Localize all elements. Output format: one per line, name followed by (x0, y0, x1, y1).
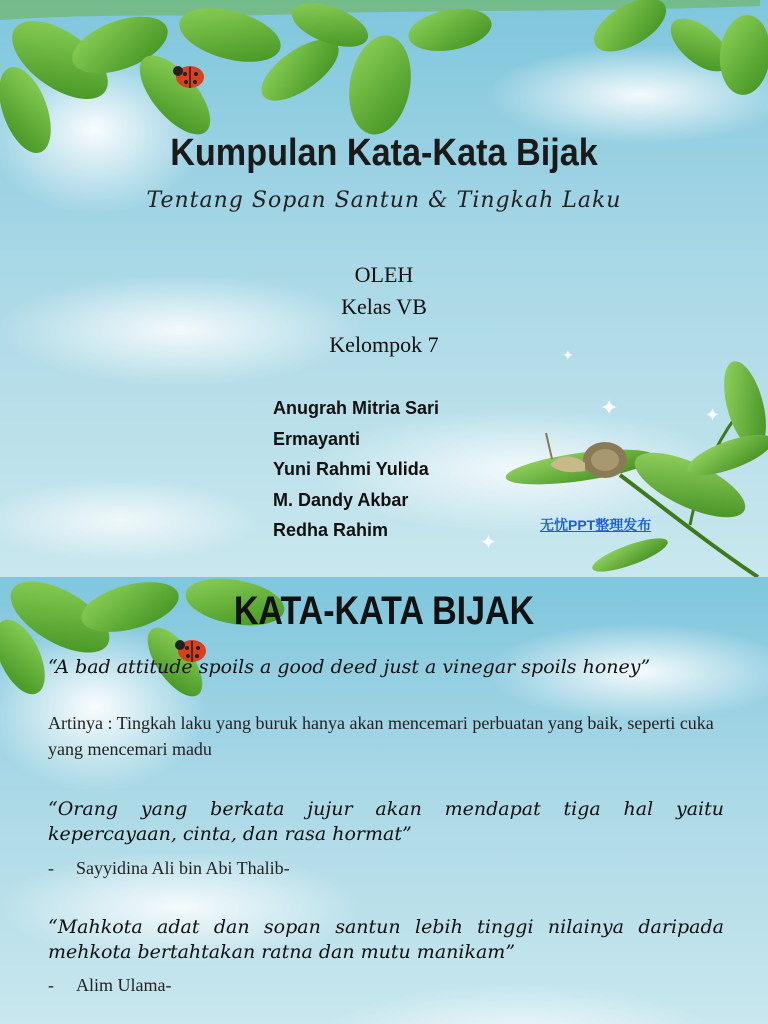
member-name: Ermayanti (273, 429, 361, 449)
quote-1-meaning: Artinya : Tingkah laku yang buruk hanya akan mencemari perbuatan yang baik, seperti cuka yang mencemari madu (48, 713, 714, 759)
attribution-dash: - (48, 975, 54, 995)
member-name: Redha Rahim (273, 520, 389, 540)
watermark-link[interactable]: 无忧PPT整理发布 (540, 517, 652, 533)
kelas-label: Kelas VB (341, 294, 427, 319)
ladybug-icon (170, 55, 210, 95)
quote-3: “Mahkota adat dan sopan santun lebih tinggi nilainya daripada mehkota bertahtakan ratna dan mutu manikam” (48, 916, 724, 963)
sparkle-icon: ✦ (705, 405, 721, 426)
member-name: Yuni Rahmi Yulida (273, 459, 429, 479)
quote-2: “Orang yang berkata jujur akan mendapat tiga hal yaitu kepercayaan, cinta, dan rasa hormat” (48, 798, 724, 845)
oleh-label: OLEH (354, 262, 414, 287)
slide-title-heading: Kumpulan Kata-Kata Bijak (170, 132, 598, 174)
slide-heading: KATA-KATA BIJAK (233, 589, 535, 633)
attribution-text: Sayyidina Ali bin Abi Thalib- (76, 858, 290, 878)
kelompok-label: Kelompok 7 (329, 332, 439, 357)
quote-3-attribution (48, 975, 171, 996)
slide-subtitle: Tentang Sopan Santun & Tingkah Laku (146, 188, 622, 213)
slide-quotes (0, 577, 768, 1024)
sparkle-icon: ✦ (480, 530, 497, 554)
sparkle-icon: ✦ (600, 396, 619, 421)
member-name: Anugrah Mitria Sari (273, 398, 440, 418)
sparkle-icon: ✦ (562, 348, 574, 364)
quote-1: “A bad attitude spoils a good deed just a vinegar spoils honey” (48, 656, 651, 678)
member-name: M. Dandy Akbar (273, 490, 409, 510)
attribution-text: Alim Ulama- (76, 975, 172, 995)
attribution-dash: - (48, 858, 54, 878)
plant-with-snail (490, 355, 768, 577)
quote-2-attribution (48, 858, 290, 879)
